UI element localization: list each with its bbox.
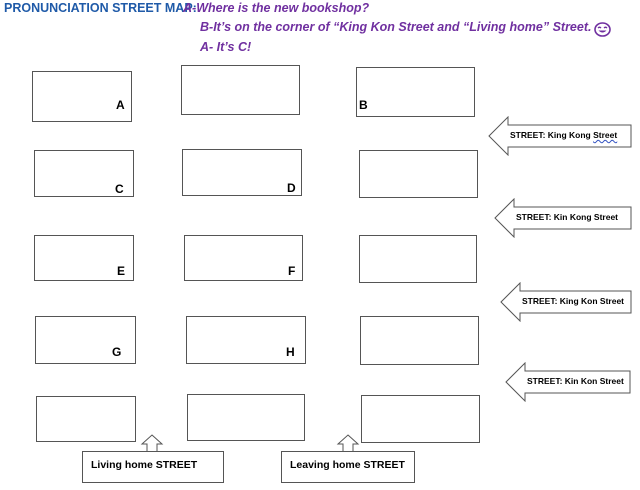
street-prefix: STREET:	[522, 296, 560, 306]
map-block	[35, 316, 136, 364]
map-block	[34, 150, 134, 197]
street-arrow	[494, 198, 632, 238]
block-label: G	[112, 345, 122, 359]
street-arrow	[505, 362, 631, 402]
street-arrow-label	[527, 376, 624, 386]
street-arrow-label	[522, 296, 624, 306]
street-arrow-label	[510, 130, 617, 140]
street-name: King Kon Street	[559, 296, 625, 306]
block-label: E	[117, 264, 126, 278]
block-label: A	[116, 98, 125, 112]
map-block	[182, 149, 302, 196]
street-label-text: Living home STREET	[91, 459, 198, 471]
dialogue-line-1: A-Where is the new bookshop?	[183, 1, 370, 15]
map-block	[361, 395, 480, 443]
map-block	[181, 65, 300, 115]
map-block	[360, 316, 479, 365]
smiling-face-icon	[594, 22, 611, 37]
street-name: Kin Kon Street	[564, 376, 624, 386]
block-label: H	[286, 345, 295, 359]
street-arrow	[488, 116, 632, 156]
block-label: F	[288, 264, 296, 278]
map-block	[187, 394, 305, 441]
street-name: King Kong	[547, 130, 594, 140]
dialogue-line-3: A- It’s C!	[200, 40, 252, 54]
street-label-text: Leaving home STREET	[290, 459, 405, 471]
map-block	[359, 150, 478, 198]
page-title: PRONUNCIATION STREET MAP:	[4, 1, 197, 15]
street-prefix: STREET:	[527, 376, 565, 386]
map-block	[36, 396, 136, 442]
street-arrow	[500, 282, 632, 322]
street-arrow-label	[516, 212, 618, 222]
map-block	[34, 235, 134, 281]
street-name: Kin Kong Street	[553, 212, 619, 222]
map-block	[184, 235, 303, 281]
street-name-underlined: Street	[593, 130, 618, 140]
block-label: B	[359, 98, 368, 112]
map-block	[356, 67, 475, 117]
street-prefix: STREET:	[516, 212, 554, 222]
street-prefix: STREET:	[510, 130, 548, 140]
map-block	[186, 316, 306, 364]
dialogue-line-2: B-It’s on the corner of “King Kon Street and “Living home” Street.	[200, 20, 592, 34]
street-label-leaving-home	[281, 451, 415, 483]
map-block	[32, 71, 132, 122]
block-label: C	[115, 182, 124, 196]
map-block	[359, 235, 477, 283]
block-label: D	[287, 181, 296, 195]
street-label-living-home	[82, 451, 224, 483]
